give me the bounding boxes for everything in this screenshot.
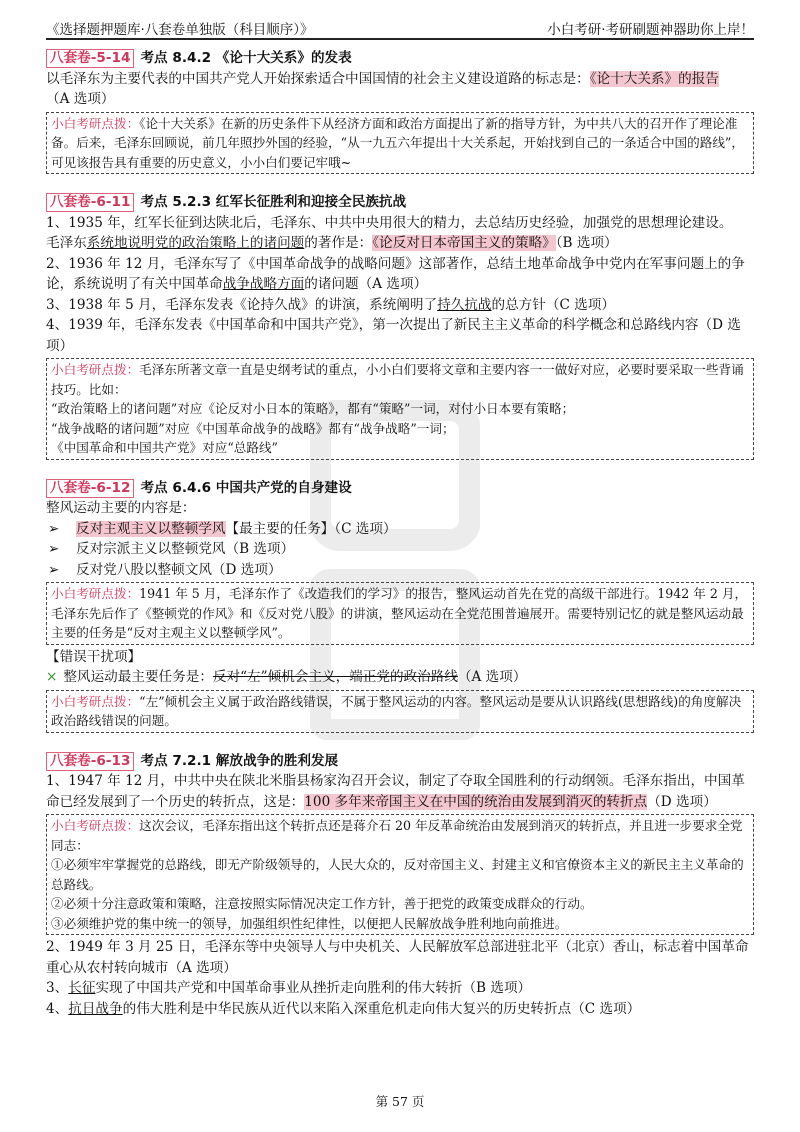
answer-highlight: 反对主观主义以整顿学风: [76, 520, 226, 537]
answer-option: （A 选项）: [46, 91, 115, 107]
item-2: 2、1936 年 12 月，毛泽东写了《中国革命战争的战略问题》这部著作，总结土地革命战争中党内在军事问题上的争论，系统说明了有关中国革命战争战略方面的诸问题（A 选项）: [46, 255, 745, 292]
arrow-icon: ➢: [48, 561, 60, 578]
section-6-13: [46, 751, 754, 1020]
bullet-item: ➢ 反对主观主义以整顿学风【最主要的任务】（C 选项）: [46, 519, 754, 540]
tip-box: 小白考研点拨：这次会议，毛泽东指出这个转折点还是蒋介石 20 年反革命统治由发展到消灭的转折点，并且进一步要求全党同志： ①必须牢牢掌握党的总路线，即无产阶级领导的，人民大众的，反对帝国主义、封建主义和官僚资本主义的新民主主义革命的总路线。 ②必须十分注意政策和策略，注意按照实际情况决定工作方针，善于把党的政策变成群众的行动。 ③必须维护党的集中统一的领导，加强组织性纪律性，以便把人民解放战争胜利地向前推进。: [46, 814, 754, 935]
section-title: 考点 5.2.3 红军长征胜利和迎接全民族抗战: [140, 194, 407, 210]
item-3: 3、1938 年 5 月，毛泽东发表《论持久战》的讲演，系统阐明了持久抗战的总方针（C 选项）: [46, 296, 615, 313]
tip-label: 小白考研点拨：: [51, 586, 140, 601]
item-2: 2、1949 年 3 月 25 日，毛泽东等中央领导人与中央机关、人民解放军总部进驻北平（北京）香山，标志着中国革命重心从农村转向城市（A 选项）: [46, 939, 749, 976]
distractor-heading: 【错误干扰项】: [46, 648, 142, 665]
item-1: 1、1935 年，红军长征到达陕北后，毛泽东、中共中央用很大的精力，去总结历史经验，加强党的思想理论建设。: [46, 214, 733, 231]
bullet-item: ➢ 反对宗派主义以整顿党风（B 选项）: [46, 539, 754, 560]
question-text: 以毛泽东为主要代表的中国共产党人开始探索适合中国国情的社会主义建设道路的标志是：《论十大关系》的报告: [46, 70, 719, 87]
tip-label: 小白考研点拨：: [51, 818, 140, 833]
section-tag: 八套卷-5-14: [46, 49, 134, 68]
page-header: [46, 18, 754, 40]
arrow-icon: ➢: [48, 541, 60, 557]
item-4: 4、抗日战争的伟大胜利是中华民族从近代以来陷入深重危机走向伟大复兴的历史转折点（C 选项）: [46, 1000, 641, 1017]
distractor-item: × 整风运动最主要任务是：反对“左”倾机会主义，端正党的政治路线（A 选项）: [46, 669, 527, 685]
section-title: 考点 6.4.6 中国共产党的自身建设: [140, 479, 352, 496]
section-tag: 八套卷-6-13: [46, 752, 134, 771]
arrow-icon: ➢: [48, 520, 60, 537]
item-1: 1、1947 年 12 月，中共中央在陕北米脂县杨家沟召开会议，制定了夺取全国胜利的行动纲领。毛泽东指出，中国革命已经发展到了一个历史的转折点，这是：100 多年来帝国主义在中国的统治由发展到消灭的转折点（D 选项）: [46, 773, 745, 810]
section-6-12: [46, 478, 754, 733]
tip-box: [46, 112, 754, 175]
item-3: 3、长征实现了中国共产党和中国革命事业从挫折走向胜利的伟大转折（B 选项）: [46, 980, 532, 996]
section-6-11: [46, 192, 754, 460]
tip-label: 小白考研点拨：: [51, 115, 140, 131]
tip-label: 小白考研点拨：: [51, 362, 140, 377]
answer-highlight: 100 多年来帝国主义在中国的统治由发展到消灭的转折点: [304, 793, 648, 810]
cross-icon: ×: [46, 669, 58, 685]
tip-box: 小白考研点拨：毛泽东所著文章一直是史纲考试的重点，小小白们要将文章和主要内容一一做好对应，必要时要采取一些背诵技巧。比如： “政治策略上的诸问题”对应《论反对小日本的策略》，都有“策略”一词，对付小日本要有策略； “战争战略的诸问题”对应《中国革命战争的战略》都有“战争战略”一词； 《中国革命和中国共产党》对应“总路线”: [46, 358, 754, 460]
section-5-14: [46, 48, 754, 174]
section-tag: 八套卷-6-11: [46, 193, 134, 212]
answer-highlight: 《论反对日本帝国主义的策略》: [372, 235, 556, 251]
section-title: 考点 7.2.1 解放战争的胜利发展: [140, 752, 339, 769]
section-title: 考点 8.4.2 《论十大关系》的发表: [140, 50, 352, 66]
tip-box: [46, 582, 754, 645]
intro-text: 整风运动主要的内容是：: [46, 500, 196, 516]
answer-highlight: 《论十大关系》的报告: [589, 70, 719, 87]
header-right-slogan: 小白考研·考研刷题神器助你上岸！: [547, 22, 754, 38]
page-number: 第 57 页: [375, 1094, 425, 1109]
tip-text: 《论十大关系》在新的历史条件下从经济方面和政治方面提出了新的指导方针，为中共八大的召开作了理论准备。后来，毛泽东回顾说，前几年照抄外国的经验，“从一九五六年提出十大关系起，开始找到自己的一条适合中国的路线”，可见该报告具有重要的历史意义，小小白们要记牢哦~: [51, 115, 744, 170]
item-1-answer: 毛泽东系统地说明党的政治策略上的诸问题的著作是：《论反对日本帝国主义的策略》（B 选项）: [46, 235, 618, 251]
tip-text: “左”倾机会主义属于政治路线错误，不属于整风运动的内容。整风运动是要从认识路线(思想路线)的角度解决政治路线错误的问题。: [51, 693, 742, 728]
header-left-title: 《选择题押题库·八套卷单独版（科目顺序）》: [46, 22, 314, 38]
tip-label: 小白考研点拨：: [51, 693, 140, 709]
section-tag: 八套卷-6-12: [46, 479, 134, 498]
tip-text: 1941 年 5 月，毛泽东作了《改造我们的学习》的报告，整风运动首先在党的高级干部进行。1942 年 2 月，毛泽东先后作了《整顿党的作风》和《反对党八股》的讲演，整风运动在全党范围普遍展开。需要特别记忆的就是整风运动最主要的任务是“反对主观主义以整顿学风”。: [51, 586, 748, 640]
tip-box: [46, 690, 754, 733]
bullet-item: ➢ 反对党八股以整顿文风（D 选项）: [46, 560, 754, 581]
item-4: 4、1939 年，毛泽东发表《中国革命和中国共产党》，第一次提出了新民主主义革命的科学概念和总路线内容（D 选项）: [46, 317, 741, 354]
